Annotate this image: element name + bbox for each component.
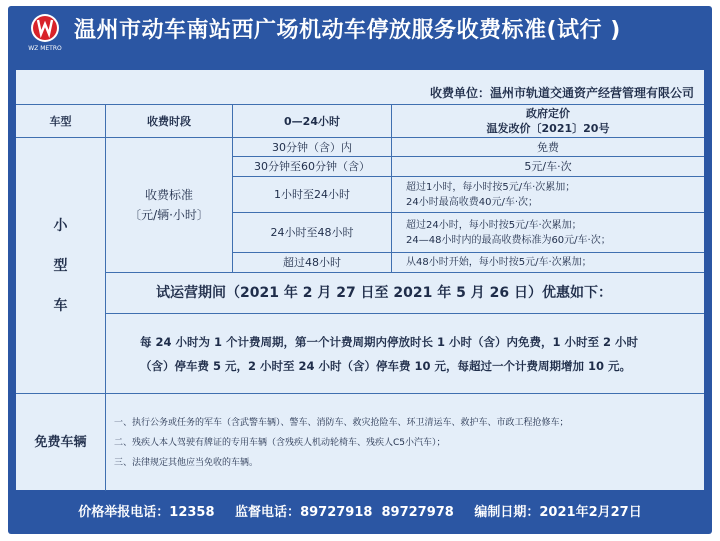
fee-cell bbox=[392, 177, 704, 213]
fee-table bbox=[16, 104, 704, 491]
free-item: 一、执行公务或任务的军车（含武警车辆）、警车、消防车、救灾抢险车、环卫清运车、救护车、市政工程抢修车； bbox=[114, 417, 569, 428]
duration-cell: 30分钟（含）内 bbox=[233, 138, 392, 157]
report-phone-group bbox=[78, 505, 214, 520]
standard-label-cell bbox=[106, 138, 233, 273]
header-price-basis bbox=[392, 105, 704, 138]
metro-logo-icon bbox=[28, 12, 62, 52]
fee-cell: 从48小时开始，每小时按5元/车·次累加； bbox=[392, 253, 704, 273]
free-vehicles-label: 免费车辆 bbox=[16, 394, 106, 491]
header-period: 收费时段 bbox=[106, 105, 233, 138]
header-time-range: 0—24小时 bbox=[233, 105, 392, 138]
free-item: 三、法律规定其他应当免收的车辆。 bbox=[114, 457, 259, 468]
logo-text: WZ METRO bbox=[28, 45, 62, 52]
duration-cell: 30分钟至60分钟（含） bbox=[233, 157, 392, 177]
report-phone: 12358 bbox=[169, 505, 215, 520]
compile-date-group bbox=[474, 505, 641, 520]
standard-label-line2: 〔元/辆·小时〕 bbox=[129, 208, 209, 222]
page-title: 温州市动车南站西广场机动车停放服务收费标准(试行 ) bbox=[74, 18, 621, 43]
vehicle-type-char: 型 bbox=[53, 257, 68, 274]
trial-line: 每 24 小时为 1 个计费周期，第一个计费周期内停放时长 1 小时（含）内免费，1 小时至 2 小时 bbox=[140, 334, 639, 349]
charging-unit: 收费单位：温州市轨道交通资产经营管理有限公司 bbox=[429, 86, 694, 100]
fee-cell: 免费 bbox=[392, 138, 704, 157]
footer bbox=[8, 498, 712, 528]
header bbox=[8, 6, 712, 56]
trial-title: 试运营期间（2021 年 2 月 27 日至 2021 年 5 月 26 日）优惠如下： bbox=[106, 273, 704, 314]
duration-cell: 超过48小时 bbox=[233, 253, 392, 273]
fee-cell: 5元/车·次 bbox=[392, 157, 704, 177]
duration-cell: 1小时至24小时 bbox=[233, 177, 392, 213]
date-label: 编制日期： bbox=[474, 505, 540, 520]
supervise-phone-group bbox=[235, 505, 454, 520]
trial-line: （含）停车费 5 元，2 小时至 24 小时（含）停车费 10 元，每超过一个计费周期增加 10 元。 bbox=[140, 358, 632, 373]
duration-cell: 24小时至48小时 bbox=[233, 213, 392, 253]
fee-line: 24小时最高收费40元/车·次； bbox=[406, 196, 538, 208]
rate-board bbox=[8, 6, 712, 534]
header-price-basis-line2: 温发改价〔2021〕20号 bbox=[486, 122, 610, 135]
report-label: 价格举报电话： bbox=[78, 505, 170, 520]
compile-date: 2021年2月27日 bbox=[539, 505, 642, 520]
supervise-label: 监督电话： bbox=[235, 505, 301, 520]
supervise-phones: 89727918 89727978 bbox=[300, 505, 454, 520]
fee-cell bbox=[392, 213, 704, 253]
header-vehicle-type: 车型 bbox=[16, 105, 106, 138]
free-item: 二、残疾人本人驾驶有牌证的专用车辆（含残疾人机动轮椅车、残疾人C5小汽车）； bbox=[114, 437, 446, 448]
header-price-basis-line1: 政府定价 bbox=[526, 107, 570, 120]
fee-line: 超过24小时，每小时按5元/车·次累加； bbox=[406, 219, 582, 231]
vehicle-type-cell bbox=[16, 138, 106, 394]
vehicle-type-char: 车 bbox=[53, 297, 68, 314]
trial-description bbox=[106, 314, 704, 394]
free-vehicles-list bbox=[106, 394, 704, 491]
fee-line: 超过1小时，每小时按5元/车·次累加； bbox=[406, 181, 576, 193]
standard-label-line1: 收费标准 bbox=[144, 188, 193, 202]
vehicle-type-char: 小 bbox=[53, 217, 68, 234]
fee-line: 24—48小时内的最高收费标准为60元/车·次； bbox=[406, 234, 611, 246]
content-panel bbox=[16, 70, 704, 490]
